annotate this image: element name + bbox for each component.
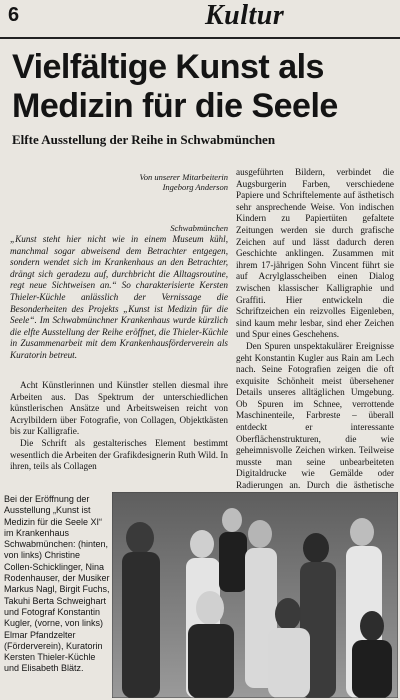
headline-line-2: Medizin für die Seele [12, 87, 338, 125]
headline-line-1: Vielfältige Kunst als [12, 48, 324, 86]
headline [12, 48, 392, 126]
paragraph: Die Schrift als gestalterisches Element bestimmt wesentlich die Arbeiten der Grafikdesignerin Ruth Wild. In ihren, teils als Collagen [10, 437, 228, 472]
byline [122, 172, 228, 192]
header-rule [0, 37, 400, 39]
dateline: Schwabmünchen [170, 223, 228, 233]
article-intro: „Kunst steht hier nicht wie in einem Museum kühl, manchmal sogar abweisend dem Betrachter entgegen, sondern wendet sich im Krankenhaus an den Betrachter, drängt sich geradezu auf, durchbricht die Alltagsroutine, regt neue Sichtweisen an.“ So charakterisierte Kersten Thieler-Küchle anlässlich der Vernissage die Besonderheiten des Projekts „Kunst ist Medizin für die Seele“. Im Schwabmünchner Krankenhaus wurde kürzlich die elfte Ausstellung der Reihe eröffnet, die Thieler-Küchle in Zusammenarbeit mit dem Krankenhausförderverein als Kuratorin betreut. [10, 234, 228, 360]
paragraph: ausgeführten Bildern, verbindet die Augsburgerin Farben, verschiedene Papiere und Schriftelemente auf ästhetisch sehr ansprechende Weise. Von indischen Kindern zu Papiertüten gefaltete Zeitungen werden sie durch grafische Zeichen auf und lässt dadurch deren Geschichte anklingen. Zusammen mit ihrem 17-jährigen Sohn Vincent führt sie auf Acrylglasscheiben einen Dialog zwischen klassischer Kalligraphie und Graffiti. Hier entwickeln die Schriftzeichen ein reizvolles Eigenleben, sind kaum mehr lesbar, sind eher Zeichen und Spur eines Geschehens. [236, 167, 394, 340]
photo-caption: Bei der Eröffnung der Ausstellung „Kunst ist Medizin für die Seele XI“ im Krankenhaus Schwabmünchen: (hinten, von links) Christine Collen-Schicklinger, Nina Rodenhauser, der Musiker Markus Nagl, Birgit Fuchs, Takuhi Berta Schweighart und Fotograf Konstantin Kugler, (vorne, von links) Elmar Pfandzelter (Förderverein), Kuratorin Kersten Thieler-Küchle und Elisabeth Blätz. [4, 494, 110, 674]
byline-line-1: Von unserer Mitarbeiterin [139, 172, 228, 182]
group-photo [112, 492, 398, 698]
section-title: Kultur [205, 0, 285, 31]
article-body-left [10, 380, 228, 473]
byline-line-2: Ingeborg Anderson [162, 182, 228, 192]
subheadline: Elfte Ausstellung der Reihe in Schwabmünchen [12, 132, 276, 147]
paragraph: Den Spuren unspektakulärer Ereignisse geht Konstantin Kugler aus Rain am Lech nach. Seine Fotografien zeigen die oft exquisite Schönheit meist übersehener Details unseres alltäglichen Umgebung. Ob Spuren im Schnee, verrottende Maschinenteile, Farbreste – überall entdeckt er interessante Oberflächenstrukturen, die wie geheimnisvolle Zeichen wirken. Teilweise musste man seine unbearbeiteten Digitaldrucke wie Gemälde oder Radierungen an. Durch die ästhetische [236, 340, 394, 491]
paragraph: Acht Künstlerinnen und Künstler stellen diesmal ihre Arbeiten aus. Das Spektrum der unterschiedlichen künstlerischen Ansätze und Arbeitsweisen reicht von Acrylbildern über Fotografie, von Collagen, Objektkästen bis zur Kalligrafie. [10, 380, 228, 437]
group-photo-image [112, 492, 398, 698]
page-number: 6 [8, 4, 20, 26]
